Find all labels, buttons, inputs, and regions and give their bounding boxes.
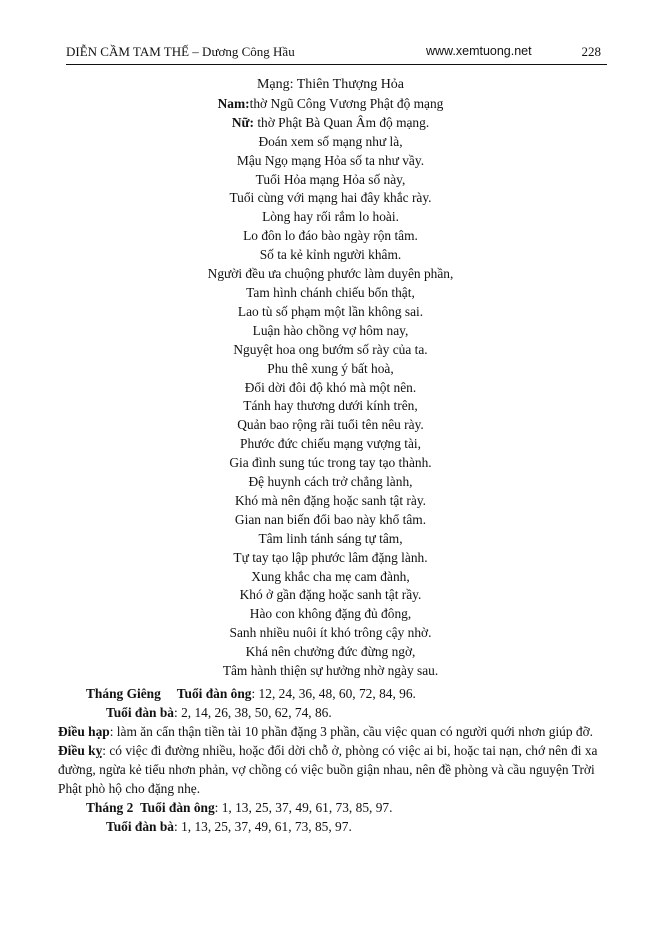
page-number: 228 (581, 44, 601, 59)
dieu-ky-text: : có việc đi đường nhiều, hoặc đổi dời chỗ ở, phòng có việc ai bi, hoặc tai nạn, chớ nên đi xa đường, ngừa kẻ tiểu nhơn phản, vợ chồng có việc buồn giận nhau, nên đề phòng và cầu nguyện Trời Phật phò hộ cho đặng nhẹ. (58, 743, 598, 796)
dieu-hap-row (58, 722, 611, 741)
poem-line: Hào con không đặng đủ đông, (249, 606, 412, 622)
dieu-ky-row (58, 741, 611, 798)
poem-lines (0, 133, 661, 681)
poem-section (0, 76, 661, 681)
poem-line: Đoán xem số mạng như là, (258, 133, 403, 149)
poem-line: Khá nên chưởng đức đừng ngờ, (245, 644, 416, 660)
poem-line: Tuổi cùng với mạng hai đây khắc rày. (229, 190, 432, 206)
ong2-text: : 1, 13, 25, 37, 49, 61, 73, 85, 97. (214, 800, 393, 815)
ong1-text: : 12, 24, 36, 48, 60, 72, 84, 96. (251, 686, 416, 701)
poem-line: Tam hình chánh chiếu bổn thật, (246, 284, 415, 300)
poem-line: Gia đình sung túc trong tay tạo thành. (229, 455, 432, 471)
dieu-hap-text: : làm ăn cẩn thận tiền tài 10 phần đặng 3 phần, cầu việc quan có người quới nhơn giúp đỡ. (109, 724, 594, 739)
ba1-label: Tuổi đàn bà (106, 705, 174, 720)
poem-line: Quản bao rộng rãi tuổi tên nêu rày. (237, 417, 424, 433)
ba2-row (58, 817, 611, 836)
nu-line (0, 114, 661, 133)
ba1-text: : 2, 14, 26, 38, 50, 62, 74, 86. (174, 705, 332, 720)
thang2-row (58, 798, 611, 817)
book-title: DIỄN CẦM TAM THẾ – Dương Công Hầu (66, 44, 295, 59)
poem-line: Tâm linh tánh sáng tự tâm, (258, 530, 403, 546)
poem-line: Xung khắc cha mẹ cam đành, (251, 568, 410, 584)
poem-line: Tánh hay thương dưới kính trên, (243, 398, 418, 414)
poem-line: Đệ huynh cách trở chẳng lành, (248, 474, 413, 490)
dieu-ky-label: Điều kỵ (58, 743, 103, 758)
poem-line: Luận hào chồng vợ hôm nay, (252, 322, 409, 338)
poem-line: Mậu Ngọ mạng Hỏa số ta như vầy. (236, 152, 425, 168)
poem-line: Khó ở gần đặng hoặc sanh tật rầy. (239, 587, 422, 603)
poem-line: Tự tay tạo lập phước lâm đặng lành. (233, 549, 428, 565)
ong1-label: Tuổi đàn ông (176, 686, 252, 701)
poem-line: Gian nan biến đổi bao này khổ tâm. (234, 511, 427, 527)
poem-line: Người đều ưa chuộng phước làm duyên phần, (207, 266, 454, 282)
poem-title: Mạng: Thiên Thượng Hỏa (256, 77, 405, 92)
details-section (58, 684, 611, 836)
nam-label: Nam: (217, 95, 250, 111)
thang2-label: Tháng 2 (86, 800, 134, 815)
poem-line: Sanh nhiều nuôi ít khó trông cậy nhờ. (229, 625, 432, 641)
poem-line: Nguyệt hoa ong bướm số rày của ta. (233, 341, 428, 357)
poem-line: Lao tù số phạm một lần không sai. (237, 303, 424, 319)
poem-line: Tâm hành thiện sự hưởng nhờ ngày sau. (222, 663, 439, 679)
page-header (66, 44, 607, 65)
ba2-text: : 1, 13, 25, 37, 49, 61, 73, 85, 97. (174, 819, 352, 834)
poem-line: Phước đức chiếu mạng vượng tài, (240, 436, 421, 452)
thang-gieng-label: Tháng Giêng (86, 686, 161, 701)
ba1-row (58, 703, 611, 722)
ong2-label: Tuổi đàn ông (139, 800, 215, 815)
poem-line: Phu thê xung ý bất hoà, (267, 360, 394, 376)
poem-line: Lòng hay rối rắm lo hoài. (262, 209, 399, 225)
poem-line: Số ta kẻ kỉnh người khâm. (259, 247, 402, 263)
nu-label: Nữ: (231, 114, 254, 130)
poem-line: Đổi dời đôi độ khó mà một nên. (244, 379, 417, 395)
dieu-hap-label: Điều hạp (58, 724, 110, 739)
nam-text: thờ Ngũ Công Vương Phật độ mạng (249, 95, 444, 111)
poem-line: Lo đôn lo đáo bào ngày rộn tâm. (243, 228, 418, 244)
thang-gieng-row (58, 684, 611, 703)
ba2-label: Tuổi đàn bà (106, 819, 174, 834)
poem-line: Tuổi Hỏa mạng Hỏa số này, (255, 171, 406, 187)
nu-text: thờ Phật Bà Quan Âm độ mạng. (253, 114, 430, 130)
website-link[interactable]: www.xemtuong.net (426, 44, 532, 58)
nam-line (0, 95, 661, 114)
poem-line: Khó mà nên đặng hoặc sanh tật rày. (235, 492, 426, 508)
